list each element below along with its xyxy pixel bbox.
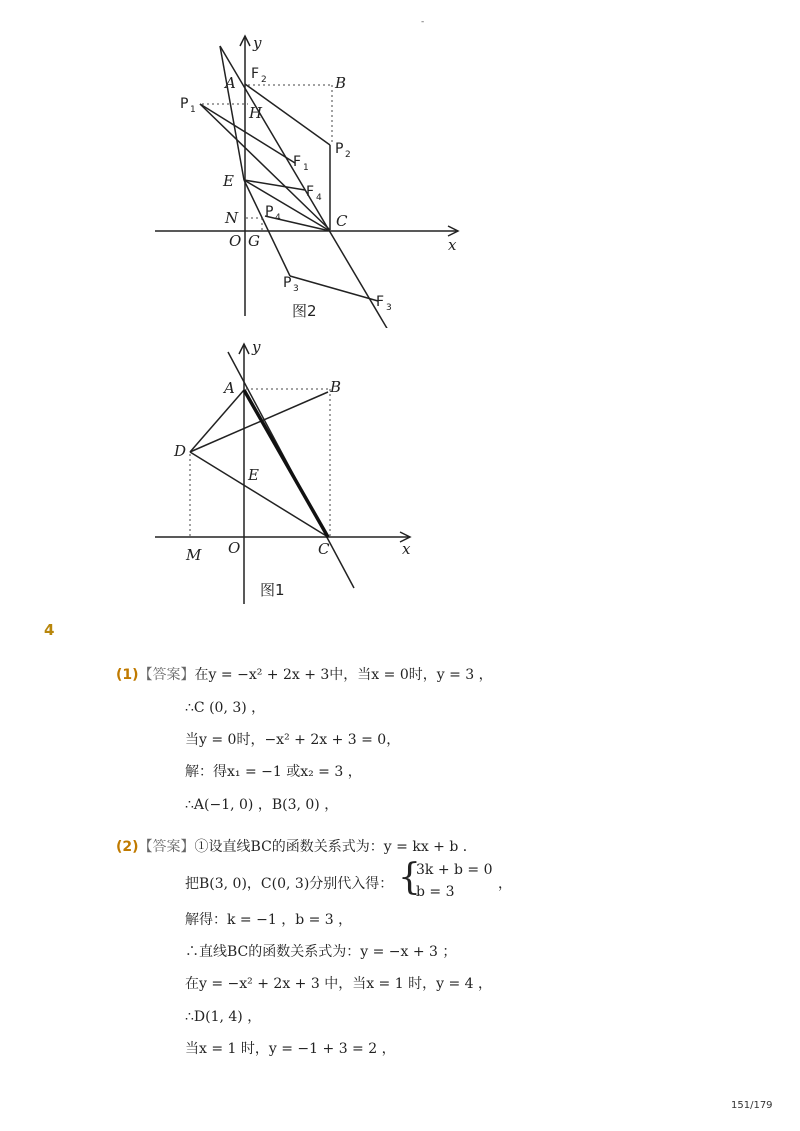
label-m: M bbox=[186, 546, 202, 564]
part1-line-2: ∴C (0, 3) ， bbox=[185, 700, 266, 716]
label-f2-sub: 2 bbox=[261, 75, 267, 85]
part2-line-1 bbox=[116, 836, 477, 856]
page-number: 151/179 bbox=[731, 1100, 773, 1111]
part2-line-2-suffix: ， bbox=[498, 876, 512, 892]
line-p3-f3 bbox=[290, 276, 378, 301]
label-y: y bbox=[253, 34, 262, 52]
figure-2-caption: 图2 bbox=[292, 302, 317, 320]
label-p2: P bbox=[335, 141, 344, 157]
label-e: E bbox=[248, 466, 259, 484]
label-f4: F bbox=[306, 184, 315, 200]
part2-line-4: ∴直线BC的函数关系式为：y = −x + 3 ； bbox=[185, 944, 457, 960]
label-g: G bbox=[248, 232, 260, 250]
line-d-a bbox=[190, 390, 244, 452]
label-p4: P bbox=[265, 204, 274, 220]
label-a: A bbox=[224, 379, 235, 397]
label-c: C bbox=[318, 540, 330, 558]
label-p2-sub: 2 bbox=[345, 150, 351, 160]
label-h: H bbox=[249, 104, 263, 122]
label-e: E bbox=[223, 172, 234, 190]
label-p3: P bbox=[283, 275, 292, 291]
part1-line-4: 解：得x₁ = −1 或x₂ = 3 ， bbox=[185, 764, 362, 780]
part1-line-5: ∴A(−1, 0) ，B(3, 0) ， bbox=[185, 797, 339, 813]
part2-text-1: ①设直线BC的函数关系式为：y = kx + b ． bbox=[194, 839, 477, 855]
label-f3: F bbox=[376, 294, 385, 310]
label-f4-sub: 4 bbox=[316, 193, 322, 203]
part2-tag: (2)【答案】 bbox=[116, 839, 195, 855]
part2-line-7: 当x = 1 时，y = −1 + 3 = 2 ， bbox=[185, 1041, 396, 1057]
system-eq-1: 3k + b = 0 bbox=[416, 862, 493, 878]
figure-1-caption: 图1 bbox=[260, 581, 285, 599]
label-o: O bbox=[229, 232, 242, 250]
header-mark: - bbox=[421, 17, 425, 27]
label-f1-sub: 1 bbox=[303, 163, 309, 173]
label-b: B bbox=[335, 74, 347, 92]
label-p1: P bbox=[180, 96, 189, 112]
line-a-c-bold bbox=[244, 390, 328, 537]
system-eq-2: b = 3 bbox=[416, 884, 455, 900]
label-f3-sub: 3 bbox=[386, 303, 392, 313]
label-p1-sub: 1 bbox=[190, 105, 196, 115]
part2-line-3: 解得：k = −1 ，b = 3 ， bbox=[185, 912, 353, 928]
label-f1: F bbox=[293, 154, 302, 170]
label-p4-sub: 4 bbox=[275, 213, 281, 223]
line-p1-f1 bbox=[200, 104, 295, 163]
part2-line-2-prefix: 把B(3, 0)，C(0, 3)分别代入得： bbox=[185, 876, 394, 892]
label-f2: F bbox=[251, 66, 260, 82]
part1-line-3: 当y = 0时，−x² + 2x + 3 = 0， bbox=[185, 732, 401, 748]
label-n: N bbox=[225, 209, 239, 227]
label-o: O bbox=[228, 539, 241, 557]
part1-tag: (1)【答案】 bbox=[116, 667, 195, 683]
label-d: D bbox=[174, 442, 187, 460]
label-p3-sub: 3 bbox=[293, 284, 299, 294]
label-y: y bbox=[252, 338, 261, 356]
label-c: C bbox=[336, 212, 348, 230]
figure-1 bbox=[140, 338, 440, 610]
part1-text-1: 在y = −x² + 2x + 3中，当x = 0时，y = 3 ， bbox=[194, 667, 493, 683]
line-d-b bbox=[190, 392, 328, 452]
label-a: A bbox=[225, 74, 236, 92]
label-x: x bbox=[402, 540, 411, 558]
figure-2 bbox=[140, 18, 480, 328]
system-brace: { bbox=[398, 857, 421, 898]
part2-line-5: 在y = −x² + 2x + 3 中，当x = 1 时，y = 4 ， bbox=[185, 976, 492, 992]
line-d-c bbox=[190, 452, 328, 537]
question-number: 4 bbox=[44, 621, 55, 639]
part1-line-1 bbox=[116, 664, 493, 684]
part2-line-6: ∴D(1, 4) ， bbox=[185, 1009, 262, 1025]
label-x: x bbox=[448, 236, 457, 254]
label-b: B bbox=[330, 378, 342, 396]
